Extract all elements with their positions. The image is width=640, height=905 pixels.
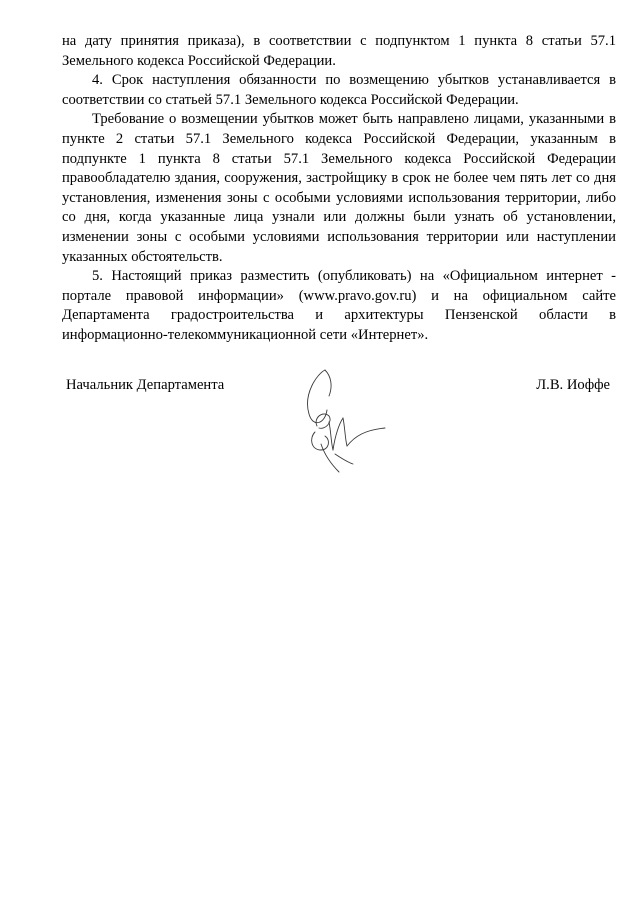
signatory-name: Л.В. Иоффе <box>536 377 610 393</box>
paragraph-damages-claim: Требование о возмещении убытков может быть направлено лицами, указанными в пункте 2 статьи 57.1 Земельного кодекса Российской Федерации, указанным в подпункте 1 пункта 8 статьи 57.1 Земельного кодекса Российской Федерации правообладателю здания, сооружения, застройщику в срок не более чем пять лет со дня установления, изменения зоны с особыми условиями использования территории, либо со дня, когда указанные лица узнали или должны были узнать об установлении, изменении зоны с особыми условиями использования территории или наступлении указанных обстоятельств. <box>62 111 616 265</box>
paragraph-item-4: 4. Срок наступления обязанности по возмещению убытков устанавливается в соответствии со статьей 57.1 Земельного кодекса Российской Федерации. <box>62 72 616 108</box>
paragraph-continuation: на дату принятия приказа), в соответствии с подпунктом 1 пункта 8 статьи 57.1 Земельного кодекса Российской Федерации. <box>62 33 616 69</box>
paragraph-item-5: 5. Настоящий приказ разместить (опубликовать) на «Официальном интернет - портале правовой информации» (www.pravo.gov.ru) и на официальном сайте Департамента градостроительства и архитектуры Пензенской области в информационно-телекоммуникационной сети «Интернет». <box>62 268 616 343</box>
handwritten-signature <box>295 366 395 476</box>
signatory-position: Начальник Департамента <box>66 377 225 393</box>
signature-block <box>62 366 616 476</box>
document-body <box>62 32 616 346</box>
